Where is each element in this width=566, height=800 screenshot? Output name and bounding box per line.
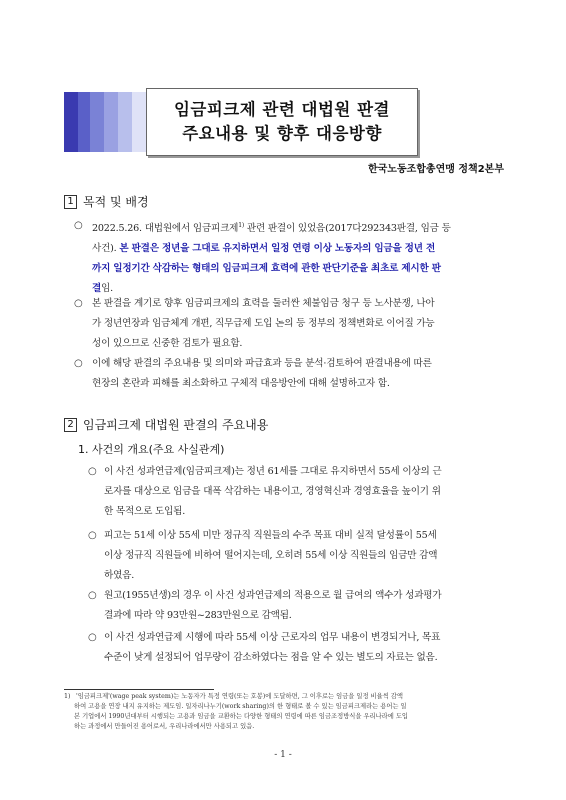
text-run: 2022.5.26. 대법원에서 임금피크제 xyxy=(92,223,239,235)
bullet-paragraph xyxy=(104,462,514,522)
bullet-paragraph xyxy=(104,586,514,626)
text-run: 로자를 대상으로 임금을 대폭 삭감하는 내용이고, 경영혁신과 경영효율을 높이기 위 xyxy=(104,486,441,497)
section-1-heading xyxy=(64,193,149,210)
bullet-paragraph xyxy=(92,354,512,394)
paragraph-line xyxy=(92,294,512,314)
paragraph-line xyxy=(104,526,514,546)
paragraph-line xyxy=(104,586,514,606)
text-run: 하였음. xyxy=(104,570,135,581)
section-2-title: 임금피크제 대법원 판결의 주요내용 xyxy=(83,418,269,432)
title-box xyxy=(146,88,418,156)
title-line-2: 주요내용 및 향후 대응방향 xyxy=(182,124,382,143)
emphasis-text: 본 판결은 정년을 그대로 유지하면서 일정 연령 이상 노동자의 임금을 정년 전 xyxy=(119,243,436,255)
emphasis-text: 결 xyxy=(92,283,102,295)
text-run: 이에 해당 판결의 주요내용 및 의미와 파급효과 등을 분석·검토하여 판결내용에 따른 xyxy=(92,358,432,369)
paragraph-line xyxy=(104,462,514,482)
paragraph-line xyxy=(92,334,512,354)
paragraph-line xyxy=(104,482,514,502)
stripe-5 xyxy=(118,92,132,152)
bullet-mark: ○ xyxy=(74,358,83,369)
section-1-title: 목적 및 배경 xyxy=(83,195,149,209)
paragraph-line xyxy=(104,566,514,586)
footnote-ref: 1) xyxy=(238,222,245,229)
text-run: 가 정년연장과 임금체계 개편, 직무급제 도입 논의 등 정부의 정책변화로 이어질 가능 xyxy=(92,318,435,329)
paragraph-line xyxy=(104,546,514,566)
footnote xyxy=(64,692,510,732)
section-1-number: 1 xyxy=(64,195,77,209)
paragraph-line xyxy=(104,628,514,648)
paragraph-line xyxy=(92,354,512,374)
page-number: - 1 - xyxy=(274,750,292,760)
bullet-mark: ○ xyxy=(88,632,97,643)
paragraph-line xyxy=(92,216,512,239)
stripe-4 xyxy=(104,92,118,152)
bullet-paragraph xyxy=(104,526,514,586)
paragraph-line xyxy=(104,606,514,626)
text-run: 한 목적으로 도입됨. xyxy=(104,506,186,517)
bullet-paragraph xyxy=(92,294,512,354)
decorative-stripes xyxy=(64,92,148,152)
text-run: 성이 있으므로 신중한 검토가 필요함. xyxy=(92,338,243,349)
organization-name: 한국노동조합총연맹 정책2본부 xyxy=(367,164,504,175)
paragraph-line xyxy=(104,502,514,522)
title-line-1: 임금피크제 관련 대법원 판결 xyxy=(173,100,390,119)
footnote-line: '임금피크제'(wage peak system)는 노동자가 특정 연령(또는 호봉)에 도달하면, 그 이후로는 임금을 일정 비율씩 감액 xyxy=(76,693,403,700)
section-2-subheading: 1. 사건의 개요(주요 사실관계) xyxy=(78,443,225,456)
text-run: 원고(1955년생)의 경우 이 사건 성과연급제의 적용으로 월 급여의 액수가 성과평가 xyxy=(104,590,442,601)
paragraph-line xyxy=(104,648,514,668)
footnote-number: 1) xyxy=(64,693,71,700)
text-run: 현장의 혼란과 피해를 최소화하고 구체적 대응방안에 대해 설명하고자 함. xyxy=(92,378,390,389)
stripe-3 xyxy=(90,92,104,152)
text-run: 임. xyxy=(101,283,113,295)
text-run: 사건). xyxy=(92,243,120,255)
stripe-1 xyxy=(64,92,78,152)
bullet-mark: ○ xyxy=(88,530,97,541)
bullet-paragraph xyxy=(92,216,512,299)
text-run: 본 판결을 계기로 향후 임금피크제의 효력을 둘러싼 체불임금 청구 등 노사분쟁, 나아 xyxy=(92,298,435,309)
text-run: 관련 판결이 있었음(2017다292343판결, 임금 등 xyxy=(244,223,451,235)
paragraph-line xyxy=(92,314,512,334)
bullet-mark: ○ xyxy=(88,466,97,477)
footnote-rule xyxy=(64,689,214,690)
paragraph-line xyxy=(92,259,512,279)
text-run: 수준이 낮게 설정되어 업무량이 감소하였다는 점을 알 수 있는 별도의 자료는 없음. xyxy=(104,652,438,663)
section-2-number: 2 xyxy=(64,418,77,432)
text-run: 피고는 51세 이상 55세 미만 정규직 직원들의 수주 목표 대비 실적 달성률이 55세 xyxy=(104,530,437,541)
text-run: 이 사건 성과연급제 시행에 따라 55세 이상 근로자의 업무 내용이 변경되거나, 목표 xyxy=(104,632,441,643)
text-run: 이 사건 성과연급제(임금피크제)는 정년 61세를 그대로 유지하면서 55세 이상의 근 xyxy=(104,466,442,477)
bullet-paragraph xyxy=(104,628,514,668)
footnote-line: 본 기업에서 1990년대부터 시행되는 고용과 임금을 교환하는 다양한 형태의 연령에 따른 임금조정방식을 우리나라에 도입 xyxy=(74,713,409,720)
text-run: 결과에 따라 약 93만원~283만원으로 감액됨. xyxy=(104,610,292,621)
bullet-mark: ○ xyxy=(74,220,83,231)
paragraph-line xyxy=(92,374,512,394)
footnote-line: 하는 과정에서 만들어진 용어로서, 우리나라에서만 사용되고 있음. xyxy=(74,723,255,730)
bullet-mark: ○ xyxy=(88,590,97,601)
stripe-2 xyxy=(78,92,90,152)
text-run: 이상 정규직 직원들에 비하여 떨어지는데, 오히려 55세 이상 직원들의 임금만 감액 xyxy=(104,550,438,561)
paragraph-line xyxy=(92,239,512,259)
section-2-heading xyxy=(64,416,268,433)
footnote-text xyxy=(64,693,510,732)
bullet-mark: ○ xyxy=(74,298,83,309)
emphasis-text: 까지 일정기간 삭감하는 형태의 임금피크제 효력에 관한 판단기준을 최초로 제시한 판 xyxy=(92,263,441,275)
footnote-line: 하여 고용을 연장 내지 유지하는 제도임. 일자리나누기(work sharing)의 한 형태로 볼 수 있는 임금피크제라는 용어는 일 xyxy=(74,703,407,710)
